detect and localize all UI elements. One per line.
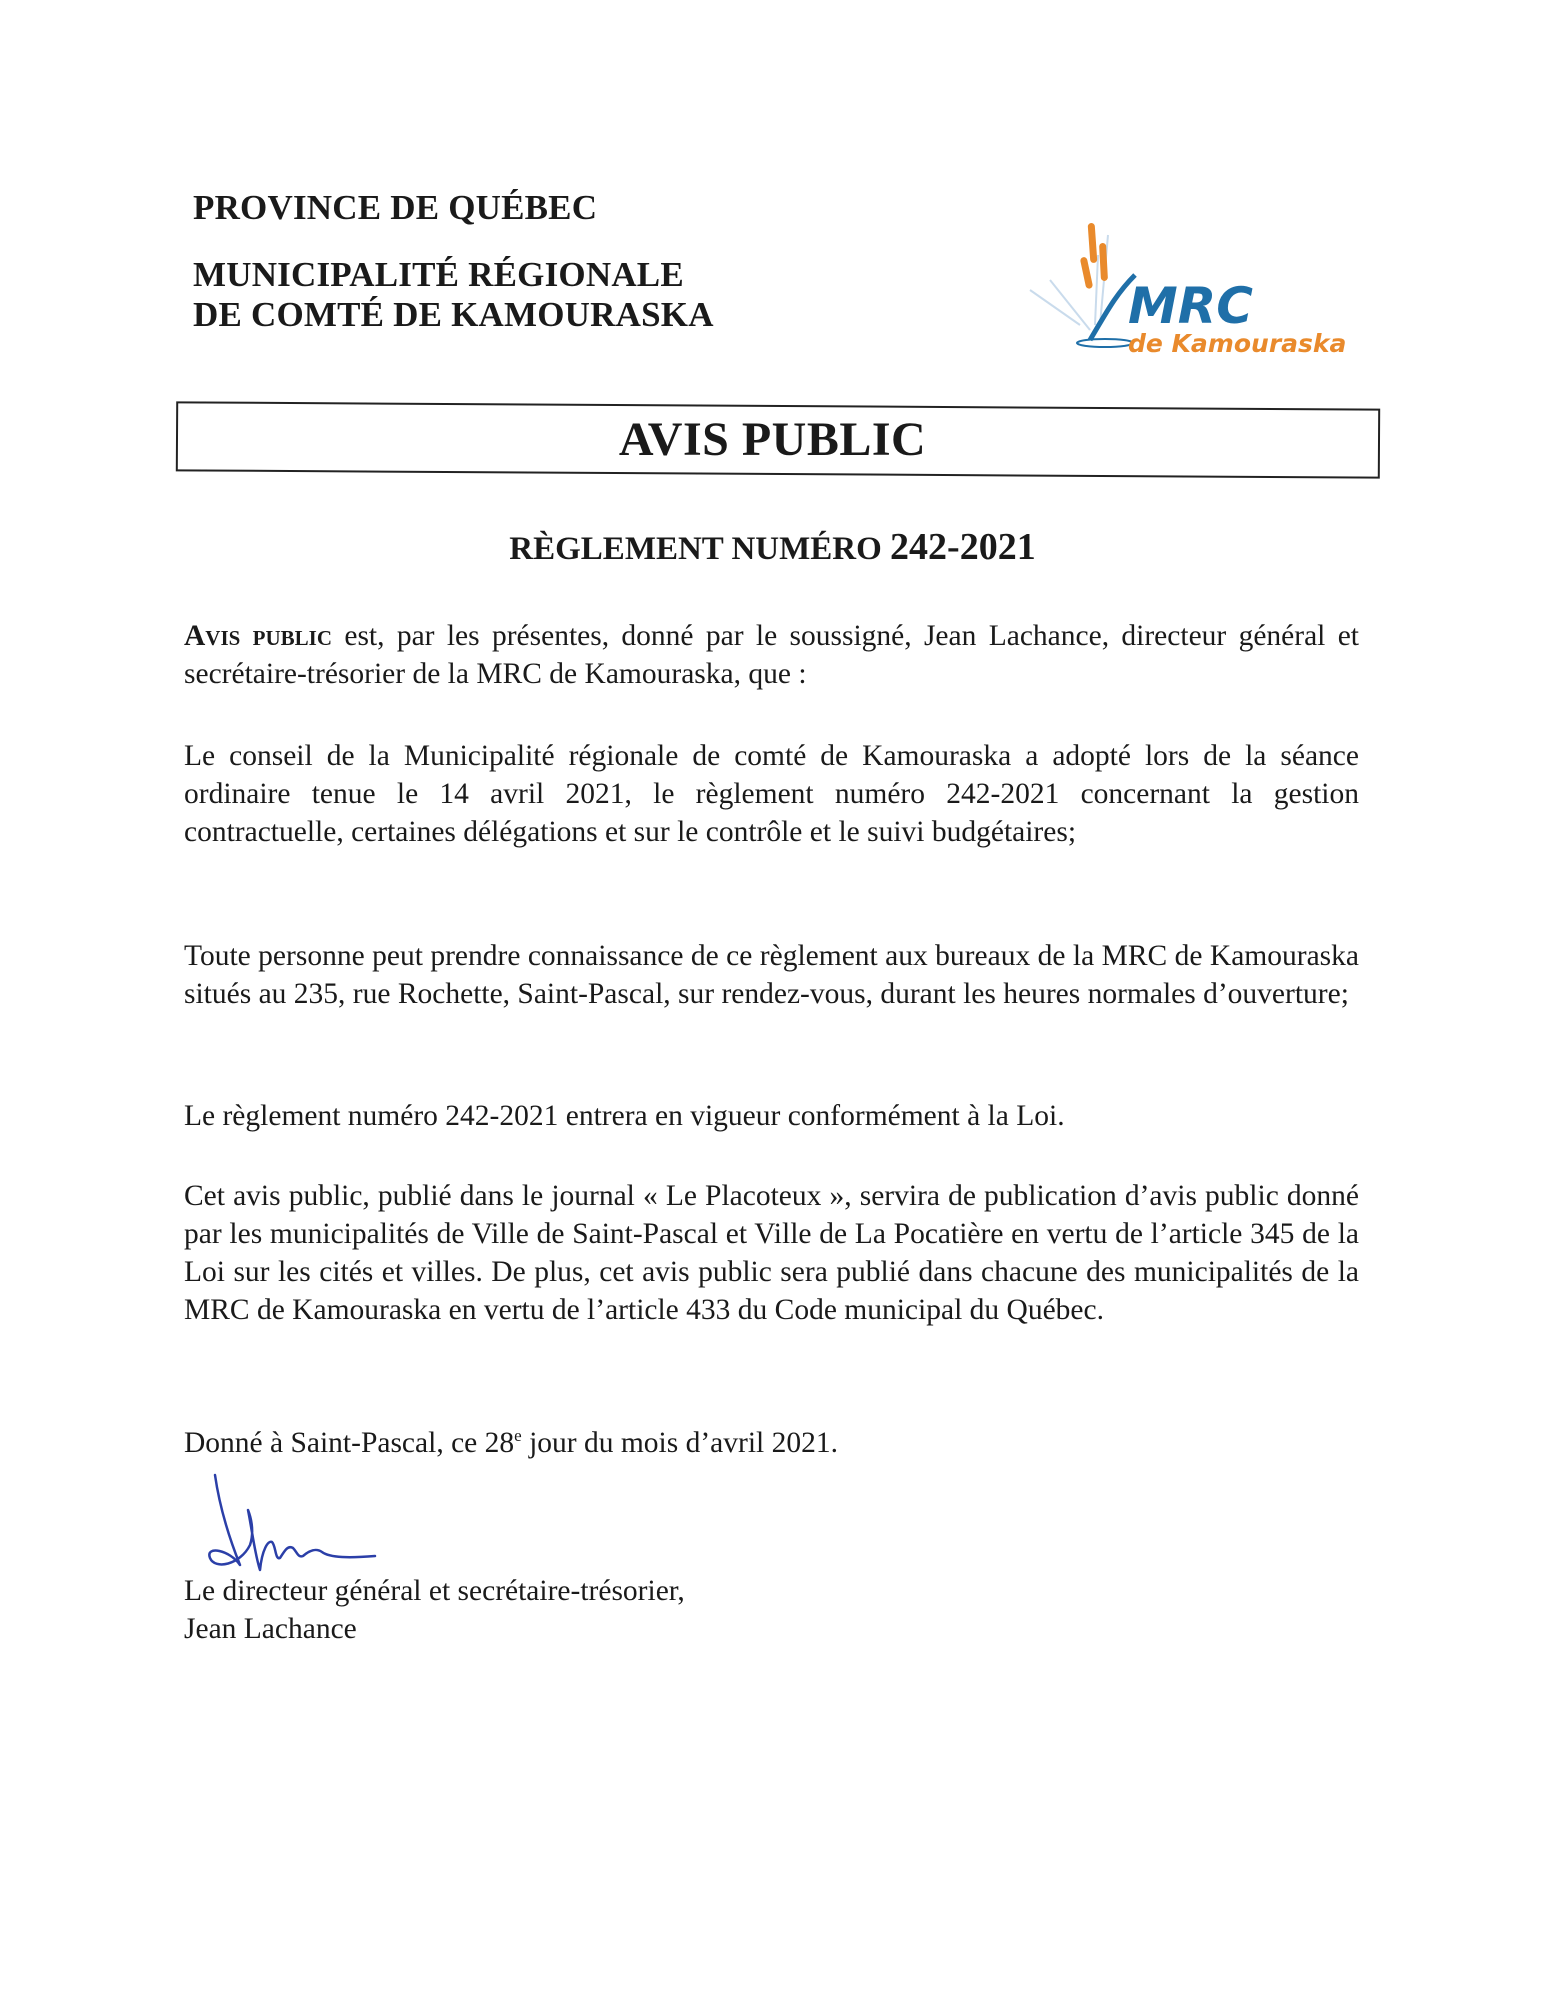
consultation-paragraph: Toute personne peut prendre connaissance de ce règlement aux bureaux de la MRC de Kamouraska situés au 235, rue Rochette, Saint-Pascal, sur rendez-vous, durant les heures normales d’ouverture; <box>184 940 1359 1010</box>
intro-paragraph <box>184 617 1359 693</box>
mrc-kamouraska-logo <box>1020 195 1360 355</box>
municipality-heading-line2: DE COMTÉ DE KAMOURASKA <box>193 295 714 334</box>
notice-title: AVIS PUBLIC <box>618 413 927 466</box>
date-line-superscript: e <box>514 1426 522 1445</box>
logo-kamouraska-text: de Kamouraska <box>1128 329 1347 355</box>
logo-mrc-text: MRC <box>1128 277 1253 335</box>
date-line-after: jour du mois d’avril 2021. <box>521 1426 838 1459</box>
signatory-title: Le directeur général et secrétaire-trésorier, <box>184 1575 685 1607</box>
regulation-number: 242-2021 <box>890 526 1036 568</box>
adoption-paragraph: Le conseil de la Municipalité régionale de comté de Kamouraska a adopté lors de la séance ordinaire tenue le 14 avril 2021, le règlement numéro 242-2021 concernant la gestion contractuelle, certaines délégations et sur le contrôle et le suivi budgétaires; <box>184 740 1359 848</box>
municipality-heading <box>193 255 714 335</box>
date-line-before: Donné à Saint-Pascal, ce 28 <box>184 1426 515 1459</box>
date-line <box>184 1417 1359 1462</box>
regulation-label: RÈGLEMENT NUMÉRO <box>509 531 882 567</box>
publication-paragraph: Cet avis public, publié dans le journal « Le Placoteux », servira de publication d’avis public donné par les municipalités de Ville de Saint-Pascal et Ville de La Pocatière en vertu de l’article 345 de la Loi sur les cités et villes. De plus, cet avis public sera publié dans chacune des municipalités de la MRC de Kamouraska en vertu de l’article 433 du Code municipal du Québec. <box>184 1180 1359 1326</box>
signatory-name: Jean Lachance <box>184 1613 357 1645</box>
signature <box>200 1470 440 1580</box>
intro-text: est, par les présentes, donné par le soussigné, Jean Lachance, directeur général et secrétaire-trésorier de la MRC de Kamouraska, que : <box>184 620 1360 690</box>
cattail-icon <box>1030 223 1135 347</box>
regulation-heading <box>0 525 1545 571</box>
effective-paragraph: Le règlement numéro 242-2021 entrera en vigueur conformément à la Loi. <box>184 1100 1065 1132</box>
intro-lead: Avis public <box>184 620 333 652</box>
province-heading: PROVINCE DE QUÉBEC <box>193 188 598 227</box>
municipality-heading-line1: MUNICIPALITÉ RÉGIONALE <box>193 255 684 294</box>
